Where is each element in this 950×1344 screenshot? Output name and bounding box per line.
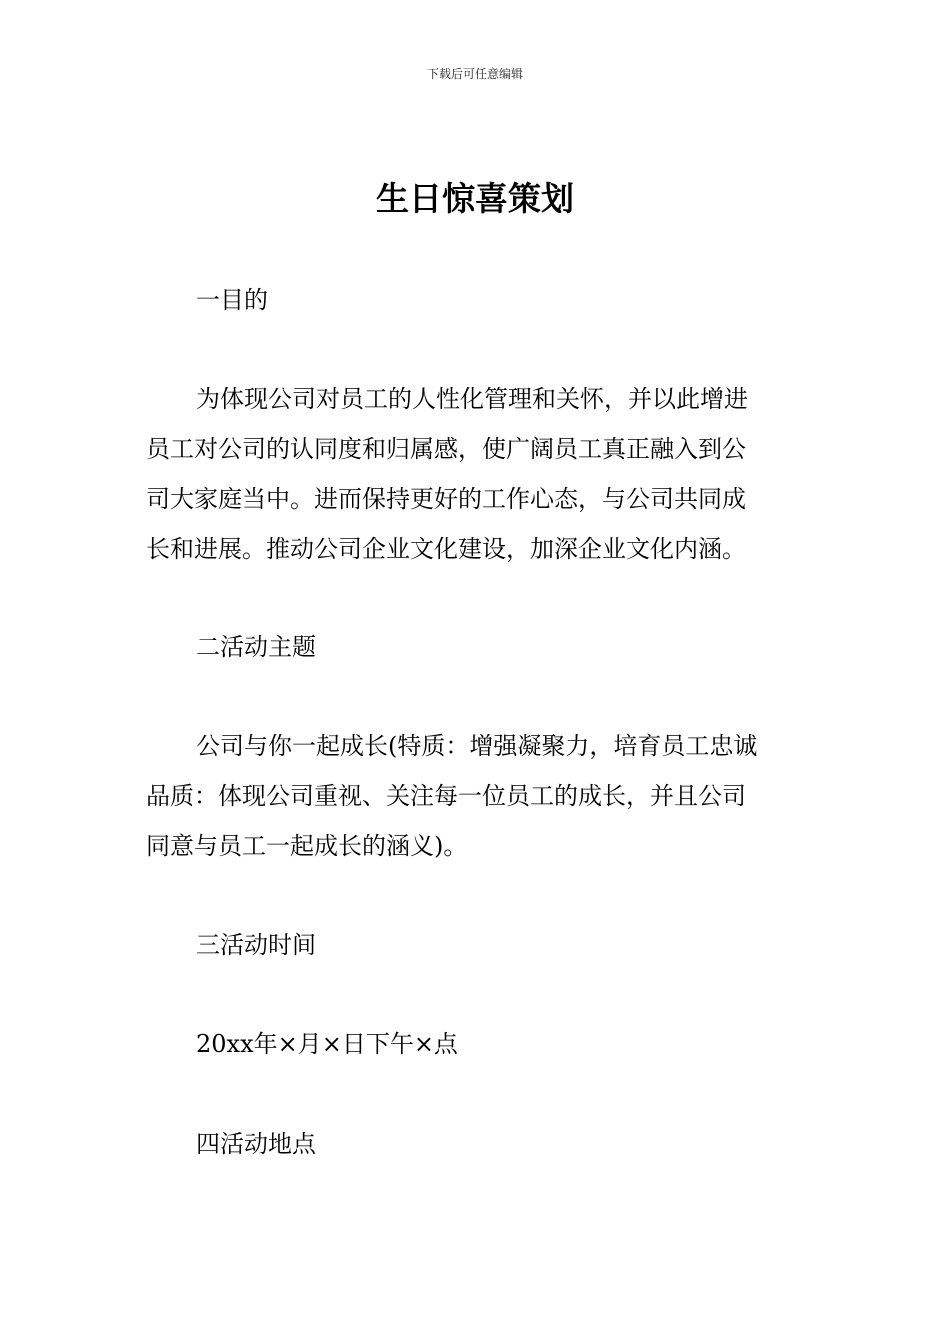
paragraph-line: 同意与员工一起成长的涵义)。: [146, 832, 468, 860]
section-heading-purpose: 一目的: [196, 286, 268, 314]
paragraph-line: 为体现公司对员工的人性化管理和关怀，并以此增进: [196, 385, 748, 413]
paragraph-line: 员工对公司的认同度和归属感，使广阔员工真正融入到公: [146, 435, 746, 463]
section-body-purpose: [146, 374, 808, 574]
section-heading-location: 四活动地点: [196, 1130, 316, 1158]
paragraph-line: 长和进展。推动公司企业文化建设，加深企业文化内涵。: [146, 535, 746, 563]
paragraph-line: 20xx年×月×日下午×点: [196, 1030, 458, 1058]
paragraph-line: 司大家庭当中。进而保持更好的工作心态，与公司共同成: [146, 485, 746, 513]
section-body-theme: [146, 721, 808, 871]
paragraph-line: 品质：体现公司重视、关注每一位员工的成长，并且公司: [146, 782, 746, 810]
document-title: 生日惊喜策划: [376, 179, 574, 218]
section-heading-theme: 二活动主题: [196, 633, 316, 661]
header-note: 下载后可任意编辑: [426, 67, 523, 81]
paragraph-line: 公司与你一起成长(特质：增强凝聚力，培育员工忠诚: [196, 732, 758, 760]
section-heading-time: 三活动时间: [196, 931, 316, 959]
section-body-time: [146, 1019, 808, 1069]
